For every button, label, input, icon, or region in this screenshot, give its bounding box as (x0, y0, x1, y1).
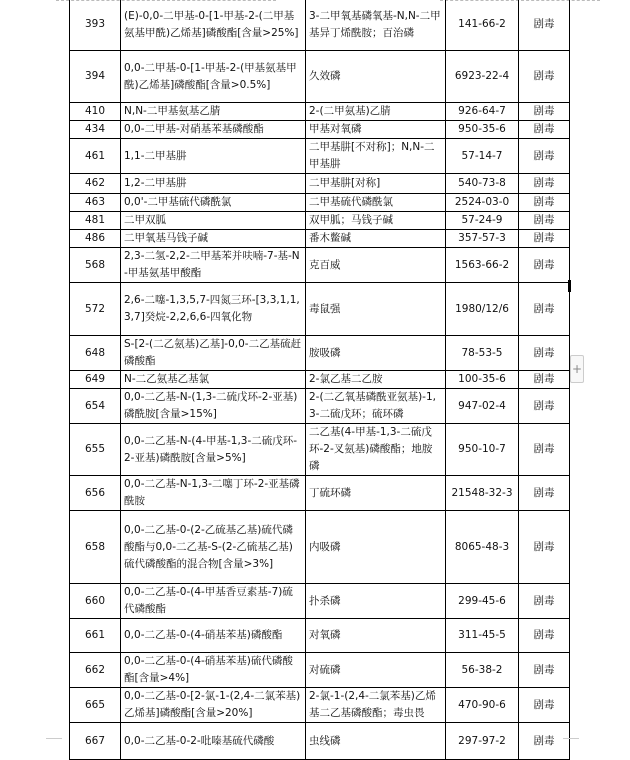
alias-cell: 二甲基硫代磷酰氯 (306, 194, 446, 212)
category-cell: 剧毒 (519, 139, 570, 174)
table-row (70, 248, 570, 283)
alias-cell: 2-(二乙氧基磷酰亚氨基)-1,3-二硫戊环；硫环磷 (306, 389, 446, 424)
cas-number-cell: 470-90-6 (446, 688, 519, 723)
cas-number-cell: 57-14-7 (446, 139, 519, 174)
chemical-name-cell: 2,3-二氢-2,2-二甲基苯并呋喃-7-基-N-甲基氨基甲酸酯 (121, 248, 306, 283)
category-cell: 剧毒 (519, 424, 570, 476)
chemical-name-cell: 0,0-二乙基-N-(1,3-二硫戊环-2-亚基)磷酰胺[含量>15%] (121, 389, 306, 424)
alias-cell: 3-二甲氧基磷氧基-N,N-二甲基异丁烯酰胺；百治磷 (306, 0, 446, 51)
category-cell: 剧毒 (519, 389, 570, 424)
row-number-cell: 667 (70, 723, 121, 760)
cas-number-cell: 926-64-7 (446, 103, 519, 121)
cas-number-cell: 141-66-2 (446, 0, 519, 51)
category-cell: 剧毒 (519, 194, 570, 212)
cas-number-cell: 357-57-3 (446, 230, 519, 248)
row-number-cell: 649 (70, 371, 121, 389)
row-number-cell: 461 (70, 139, 121, 174)
row-number-cell: 655 (70, 424, 121, 476)
chemical-name-cell: 0,0-二甲基-对硝基苯基磷酸酯 (121, 121, 306, 139)
alias-cell: 2-氯乙基二乙胺 (306, 371, 446, 389)
cas-number-cell: 299-45-6 (446, 584, 519, 619)
cas-number-cell: 947-02-4 (446, 389, 519, 424)
alias-cell: 二甲基肼[不对称]；N,N-二甲基肼 (306, 139, 446, 174)
table-body (70, 0, 570, 760)
table-row (70, 511, 570, 584)
alias-cell: 扑杀磷 (306, 584, 446, 619)
table-row (70, 212, 570, 230)
alias-cell: 二甲基肼[对称] (306, 174, 446, 194)
table-row (70, 653, 570, 688)
category-cell: 剧毒 (519, 103, 570, 121)
chemical-name-cell: 0,0-二乙基-0-(4-硝基苯基)硫代磷酸酯[含量>4%] (121, 653, 306, 688)
table-row (70, 194, 570, 212)
chemical-name-cell: 2,6-二噻-1,3,5,7-四氮三环-[3,3,1,1,3,7]癸烷-2,2,6,6-四氧化物 (121, 283, 306, 336)
category-cell: 剧毒 (519, 511, 570, 584)
cas-number-cell: 950-10-7 (446, 424, 519, 476)
alias-cell: 二乙基(4-甲基-1,3-二硫戊环-2-叉氨基)磷酸酯；地胺磷 (306, 424, 446, 476)
alias-cell: 胺吸磷 (306, 336, 446, 371)
chemical-name-cell: 1,1-二甲基肼 (121, 139, 306, 174)
category-cell: 剧毒 (519, 248, 570, 283)
chemical-name-cell: 二甲氧基马钱子碱 (121, 230, 306, 248)
text-cursor-mark (568, 280, 571, 292)
table-row (70, 0, 570, 51)
chemical-name-cell: 二甲双胍 (121, 212, 306, 230)
cas-number-cell: 78-53-5 (446, 336, 519, 371)
row-number-cell: 660 (70, 584, 121, 619)
cas-number-cell: 56-38-2 (446, 653, 519, 688)
chemical-name-cell: 0,0-二乙基-N-(4-甲基-1,3-二硫戊环-2-亚基)磷酰胺[含量>5%] (121, 424, 306, 476)
chemical-name-cell: (E)-0,0-二甲基-0-[1-甲基-2-(二甲基氨基甲酰)乙烯基]磷酸酯[含量>25%] (121, 0, 306, 51)
chemical-name-cell: 0,0'-二甲基硫代磷酰氯 (121, 194, 306, 212)
cas-number-cell: 21548-32-3 (446, 476, 519, 511)
hazardous-chemicals-table (69, 0, 570, 760)
cas-number-cell: 57-24-9 (446, 212, 519, 230)
category-cell: 剧毒 (519, 584, 570, 619)
row-number-cell: 394 (70, 51, 121, 103)
chemical-name-cell: N,N-二甲基氨基乙腈 (121, 103, 306, 121)
category-cell: 剧毒 (519, 371, 570, 389)
category-cell: 剧毒 (519, 51, 570, 103)
row-number-cell: 648 (70, 336, 121, 371)
table-row (70, 336, 570, 371)
row-number-cell: 486 (70, 230, 121, 248)
row-number-cell: 463 (70, 194, 121, 212)
table-row (70, 389, 570, 424)
table-row (70, 174, 570, 194)
cas-number-cell: 2524-03-0 (446, 194, 519, 212)
category-cell: 剧毒 (519, 174, 570, 194)
chemical-name-cell: N-二乙氨基乙基氯 (121, 371, 306, 389)
table-row (70, 103, 570, 121)
row-number-cell: 481 (70, 212, 121, 230)
alias-cell: 2-(二甲氨基)乙腈 (306, 103, 446, 121)
table-row (70, 476, 570, 511)
chemical-name-cell: 0,0-二乙基-0-(4-硝基苯基)磷酸酯 (121, 619, 306, 653)
row-number-cell: 662 (70, 653, 121, 688)
row-number-cell: 434 (70, 121, 121, 139)
row-number-cell: 656 (70, 476, 121, 511)
chemical-name-cell: 0,0-二乙基-0-(4-甲基香豆素基-7)硫代磷酸酯 (121, 584, 306, 619)
cas-number-cell: 1563-66-2 (446, 248, 519, 283)
table-row (70, 619, 570, 653)
category-cell: 剧毒 (519, 476, 570, 511)
add-row-button[interactable]: + (570, 355, 584, 383)
table-row (70, 283, 570, 336)
row-number-cell: 665 (70, 688, 121, 723)
alias-cell: 丁硫环磷 (306, 476, 446, 511)
category-cell: 剧毒 (519, 723, 570, 760)
cas-number-cell: 100-35-6 (446, 371, 519, 389)
cas-number-cell: 8065-48-3 (446, 511, 519, 584)
row-number-cell: 572 (70, 283, 121, 336)
cas-number-cell: 540-73-8 (446, 174, 519, 194)
table-row (70, 584, 570, 619)
alias-cell: 甲基对氧磷 (306, 121, 446, 139)
alias-cell: 2-氯-1-(2,4-二氯苯基)乙烯基二乙基磷酸酯；毒虫畏 (306, 688, 446, 723)
chemical-name-cell: 0,0-二甲基-0-[1-甲基-2-(甲基氨基甲酰)乙烯基]磷酸酯[含量>0.5%] (121, 51, 306, 103)
row-number-cell: 462 (70, 174, 121, 194)
cas-number-cell: 297-97-2 (446, 723, 519, 760)
category-cell: 剧毒 (519, 653, 570, 688)
chemical-name-cell: S-[2-(二乙氨基)乙基]-0,0-二乙基硫赶磷酸酯 (121, 336, 306, 371)
table-row (70, 139, 570, 174)
table-row (70, 371, 570, 389)
category-cell: 剧毒 (519, 619, 570, 653)
table-row (70, 51, 570, 103)
row-number-cell: 658 (70, 511, 121, 584)
alias-cell: 克百威 (306, 248, 446, 283)
chemical-name-cell: 0,0-二乙基-N-1,3-二噻丁环-2-亚基磷酰胺 (121, 476, 306, 511)
category-cell: 剧毒 (519, 688, 570, 723)
row-number-cell: 393 (70, 0, 121, 51)
category-cell: 剧毒 (519, 0, 570, 51)
table-row (70, 121, 570, 139)
chemical-name-cell: 0,0-二乙基-0-[2-氯-1-(2,4-二氯苯基)乙烯基]磷酸酯[含量>20%] (121, 688, 306, 723)
category-cell: 剧毒 (519, 336, 570, 371)
category-cell: 剧毒 (519, 283, 570, 336)
table-row (70, 723, 570, 760)
row-number-cell: 654 (70, 389, 121, 424)
row-number-cell: 661 (70, 619, 121, 653)
alias-cell: 对硫磷 (306, 653, 446, 688)
alias-cell: 番木鳖碱 (306, 230, 446, 248)
chemical-name-cell: 0,0-二乙基-0-2-吡嗪基硫代磷酸 (121, 723, 306, 760)
cas-number-cell: 6923-22-4 (446, 51, 519, 103)
table-row (70, 688, 570, 723)
row-number-cell: 568 (70, 248, 121, 283)
chemical-name-cell: 0,0-二乙基-0-(2-乙硫基乙基)硫代磷酸酯与0,0-二乙基-S-(2-乙硫基乙基)硫代磷酸酯的混合物[含量>3%] (121, 511, 306, 584)
alias-cell: 双甲胍；马钱子碱 (306, 212, 446, 230)
alias-cell: 久效磷 (306, 51, 446, 103)
alias-cell: 虫线磷 (306, 723, 446, 760)
category-cell: 剧毒 (519, 230, 570, 248)
category-cell: 剧毒 (519, 212, 570, 230)
cas-number-cell: 950-35-6 (446, 121, 519, 139)
alias-cell: 毒鼠强 (306, 283, 446, 336)
row-number-cell: 410 (70, 103, 121, 121)
chemical-name-cell: 1,2-二甲基肼 (121, 174, 306, 194)
cas-number-cell: 311-45-5 (446, 619, 519, 653)
alias-cell: 内吸磷 (306, 511, 446, 584)
cas-number-cell: 1980/12/6 (446, 283, 519, 336)
table-row (70, 424, 570, 476)
table-row (70, 230, 570, 248)
category-cell: 剧毒 (519, 121, 570, 139)
alias-cell: 对氧磷 (306, 619, 446, 653)
